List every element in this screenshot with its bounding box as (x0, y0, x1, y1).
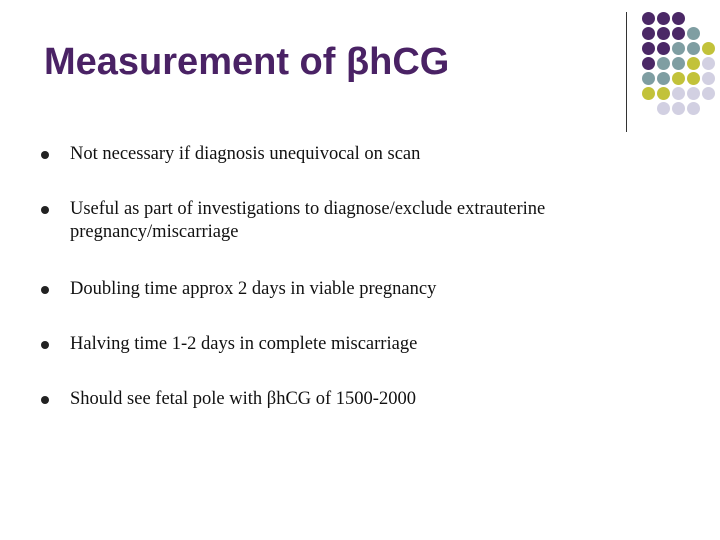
grid-dot (702, 72, 715, 85)
grid-dot (687, 42, 700, 55)
grid-dot (672, 12, 685, 25)
grid-dot (642, 87, 655, 100)
grid-dot (642, 27, 655, 40)
bullet-icon (41, 286, 49, 294)
grid-dot (687, 27, 700, 40)
bullet-text: Doubling time approx 2 days in viable pregnancy (70, 279, 437, 299)
grid-dot (642, 57, 655, 70)
grid-dot (657, 72, 670, 85)
grid-dot (687, 87, 700, 100)
bullet-text: Not necessary if diagnosis unequivocal on scan (70, 144, 421, 164)
grid-dot (657, 42, 670, 55)
grid-dot (642, 72, 655, 85)
grid-dot (687, 102, 700, 115)
grid-dot (642, 42, 655, 55)
grid-dot (672, 27, 685, 40)
grid-dot (672, 57, 685, 70)
bullet-icon (41, 206, 49, 214)
grid-dot (672, 87, 685, 100)
grid-dot (687, 72, 700, 85)
grid-dot (702, 87, 715, 100)
bullet-icon (41, 151, 49, 159)
bullet-icon (41, 396, 49, 404)
bullet-text: Useful as part of investigations to diagnose/exclude extrauterine pregnancy/miscarriage (70, 199, 546, 242)
grid-dot (672, 102, 685, 115)
decorative-dot-grid (0, 0, 720, 140)
bullet-icon (41, 341, 49, 349)
slide-title: Measurement of βhCG (44, 41, 450, 83)
grid-dot (672, 72, 685, 85)
bullet-text: Should see fetal pole with βhCG of 1500-2000 (70, 389, 416, 409)
grid-dot (657, 57, 670, 70)
grid-dot (657, 12, 670, 25)
grid-dot (657, 27, 670, 40)
bullet-text: Halving time 1-2 days in complete miscarriage (70, 334, 418, 354)
grid-dot (672, 42, 685, 55)
grid-dot (642, 12, 655, 25)
grid-dot (702, 42, 715, 55)
grid-dot (657, 102, 670, 115)
grid-dot (687, 57, 700, 70)
grid-dot (657, 87, 670, 100)
grid-dot (702, 57, 715, 70)
